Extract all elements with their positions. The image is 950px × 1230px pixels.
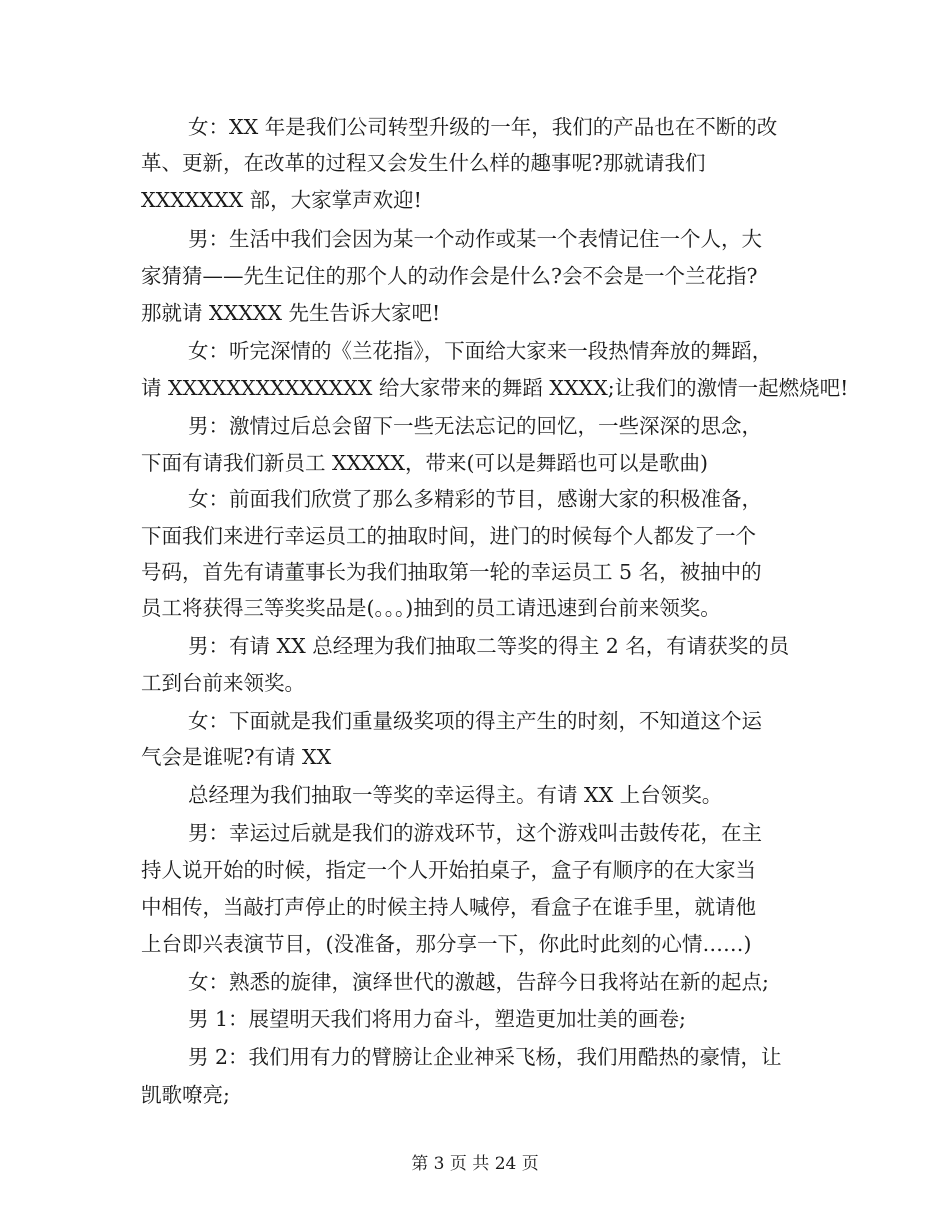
text-line: 女：下面就是我们重量级奖项的得主产生的时刻，不知道这个运 <box>188 709 762 733</box>
text-line: 女：XX 年是我们公司转型升级的一年，我们的产品也在不断的改 <box>188 115 778 139</box>
text-line: 男 1：展望明天我们将用力奋斗，塑造更加壮美的画卷; <box>188 1007 686 1031</box>
page-number-footer: 第 3 页 共 24 页 <box>411 1154 539 1174</box>
text-line: 男：激情过后总会留下一些无法忘记的回忆，一些深深的思念， <box>188 414 762 438</box>
text-line: 下面有请我们新员工 XXXXX，带来(可以是舞蹈也可以是歌曲) <box>141 451 708 475</box>
text-line: 气会是谁呢?有请 XX <box>141 745 332 769</box>
text-line: 那就请 XXXXX 先生告诉大家吧! <box>141 301 441 325</box>
text-line: 女：熟悉的旋律，演绎世代的激越，告辞今日我将站在新的起点; <box>188 970 769 994</box>
text-line: 员工将获得三等奖奖品是(。。。)抽到的员工请迅速到台前来领奖。 <box>141 596 721 620</box>
text-line: 家猜猜——先生记住的那个人的动作会是什么?会不会是一个兰花指? <box>141 264 758 288</box>
text-line: 中相传，当敲打声停止的时候主持人喊停，看盒子在谁手里，就请他 <box>141 895 756 919</box>
text-line: 持人说开始的时候，指定一个人开始拍桌子，盒子有顺序的在大家当 <box>141 858 756 882</box>
text-line: 下面我们来进行幸运员工的抽取时间，进门的时候每个人都发了一个 <box>141 524 756 548</box>
text-line: 号码，首先有请董事长为我们抽取第一轮的幸运员工 5 名，被抽中的 <box>141 560 762 584</box>
text-line: 女：听完深情的《兰花指》，下面给大家来一段热情奔放的舞蹈， <box>188 339 773 363</box>
text-line: 男：有请 XX 总经理为我们抽取二等奖的得主 2 名，有请获奖的员 <box>188 634 790 658</box>
text-line: 男：幸运过后就是我们的游戏环节，这个游戏叫击鼓传花，在主 <box>188 821 762 845</box>
text-line: 总经理为我们抽取一等奖的幸运得主。有请 XX 上台领奖。 <box>188 783 723 807</box>
text-line: 男 2：我们用有力的臂膀让企业神采飞杨，我们用酷热的豪情，让 <box>188 1045 782 1069</box>
text-line: 凯歌嘹亮; <box>141 1083 230 1107</box>
text-line: 革、更新，在改革的过程又会发生什么样的趣事呢?那就请我们 <box>141 151 706 175</box>
text-line: XXXXXXX 部，大家掌声欢迎! <box>141 188 422 212</box>
text-line: 请 XXXXXXXXXXXXXX 给大家带来的舞蹈 XXXX;让我们的激情一起燃烧吧! <box>141 376 849 400</box>
text-line: 女：前面我们欣赏了那么多精彩的节目，感谢大家的积极准备， <box>188 487 762 511</box>
text-line: 工到台前来领奖。 <box>141 671 305 695</box>
text-line: 上台即兴表演节目，(没准备，那分享一下，你此时此刻的心情……) <box>141 932 752 956</box>
text-line: 男：生活中我们会因为某一个动作或某一个表情记住一个人，大 <box>188 227 762 251</box>
